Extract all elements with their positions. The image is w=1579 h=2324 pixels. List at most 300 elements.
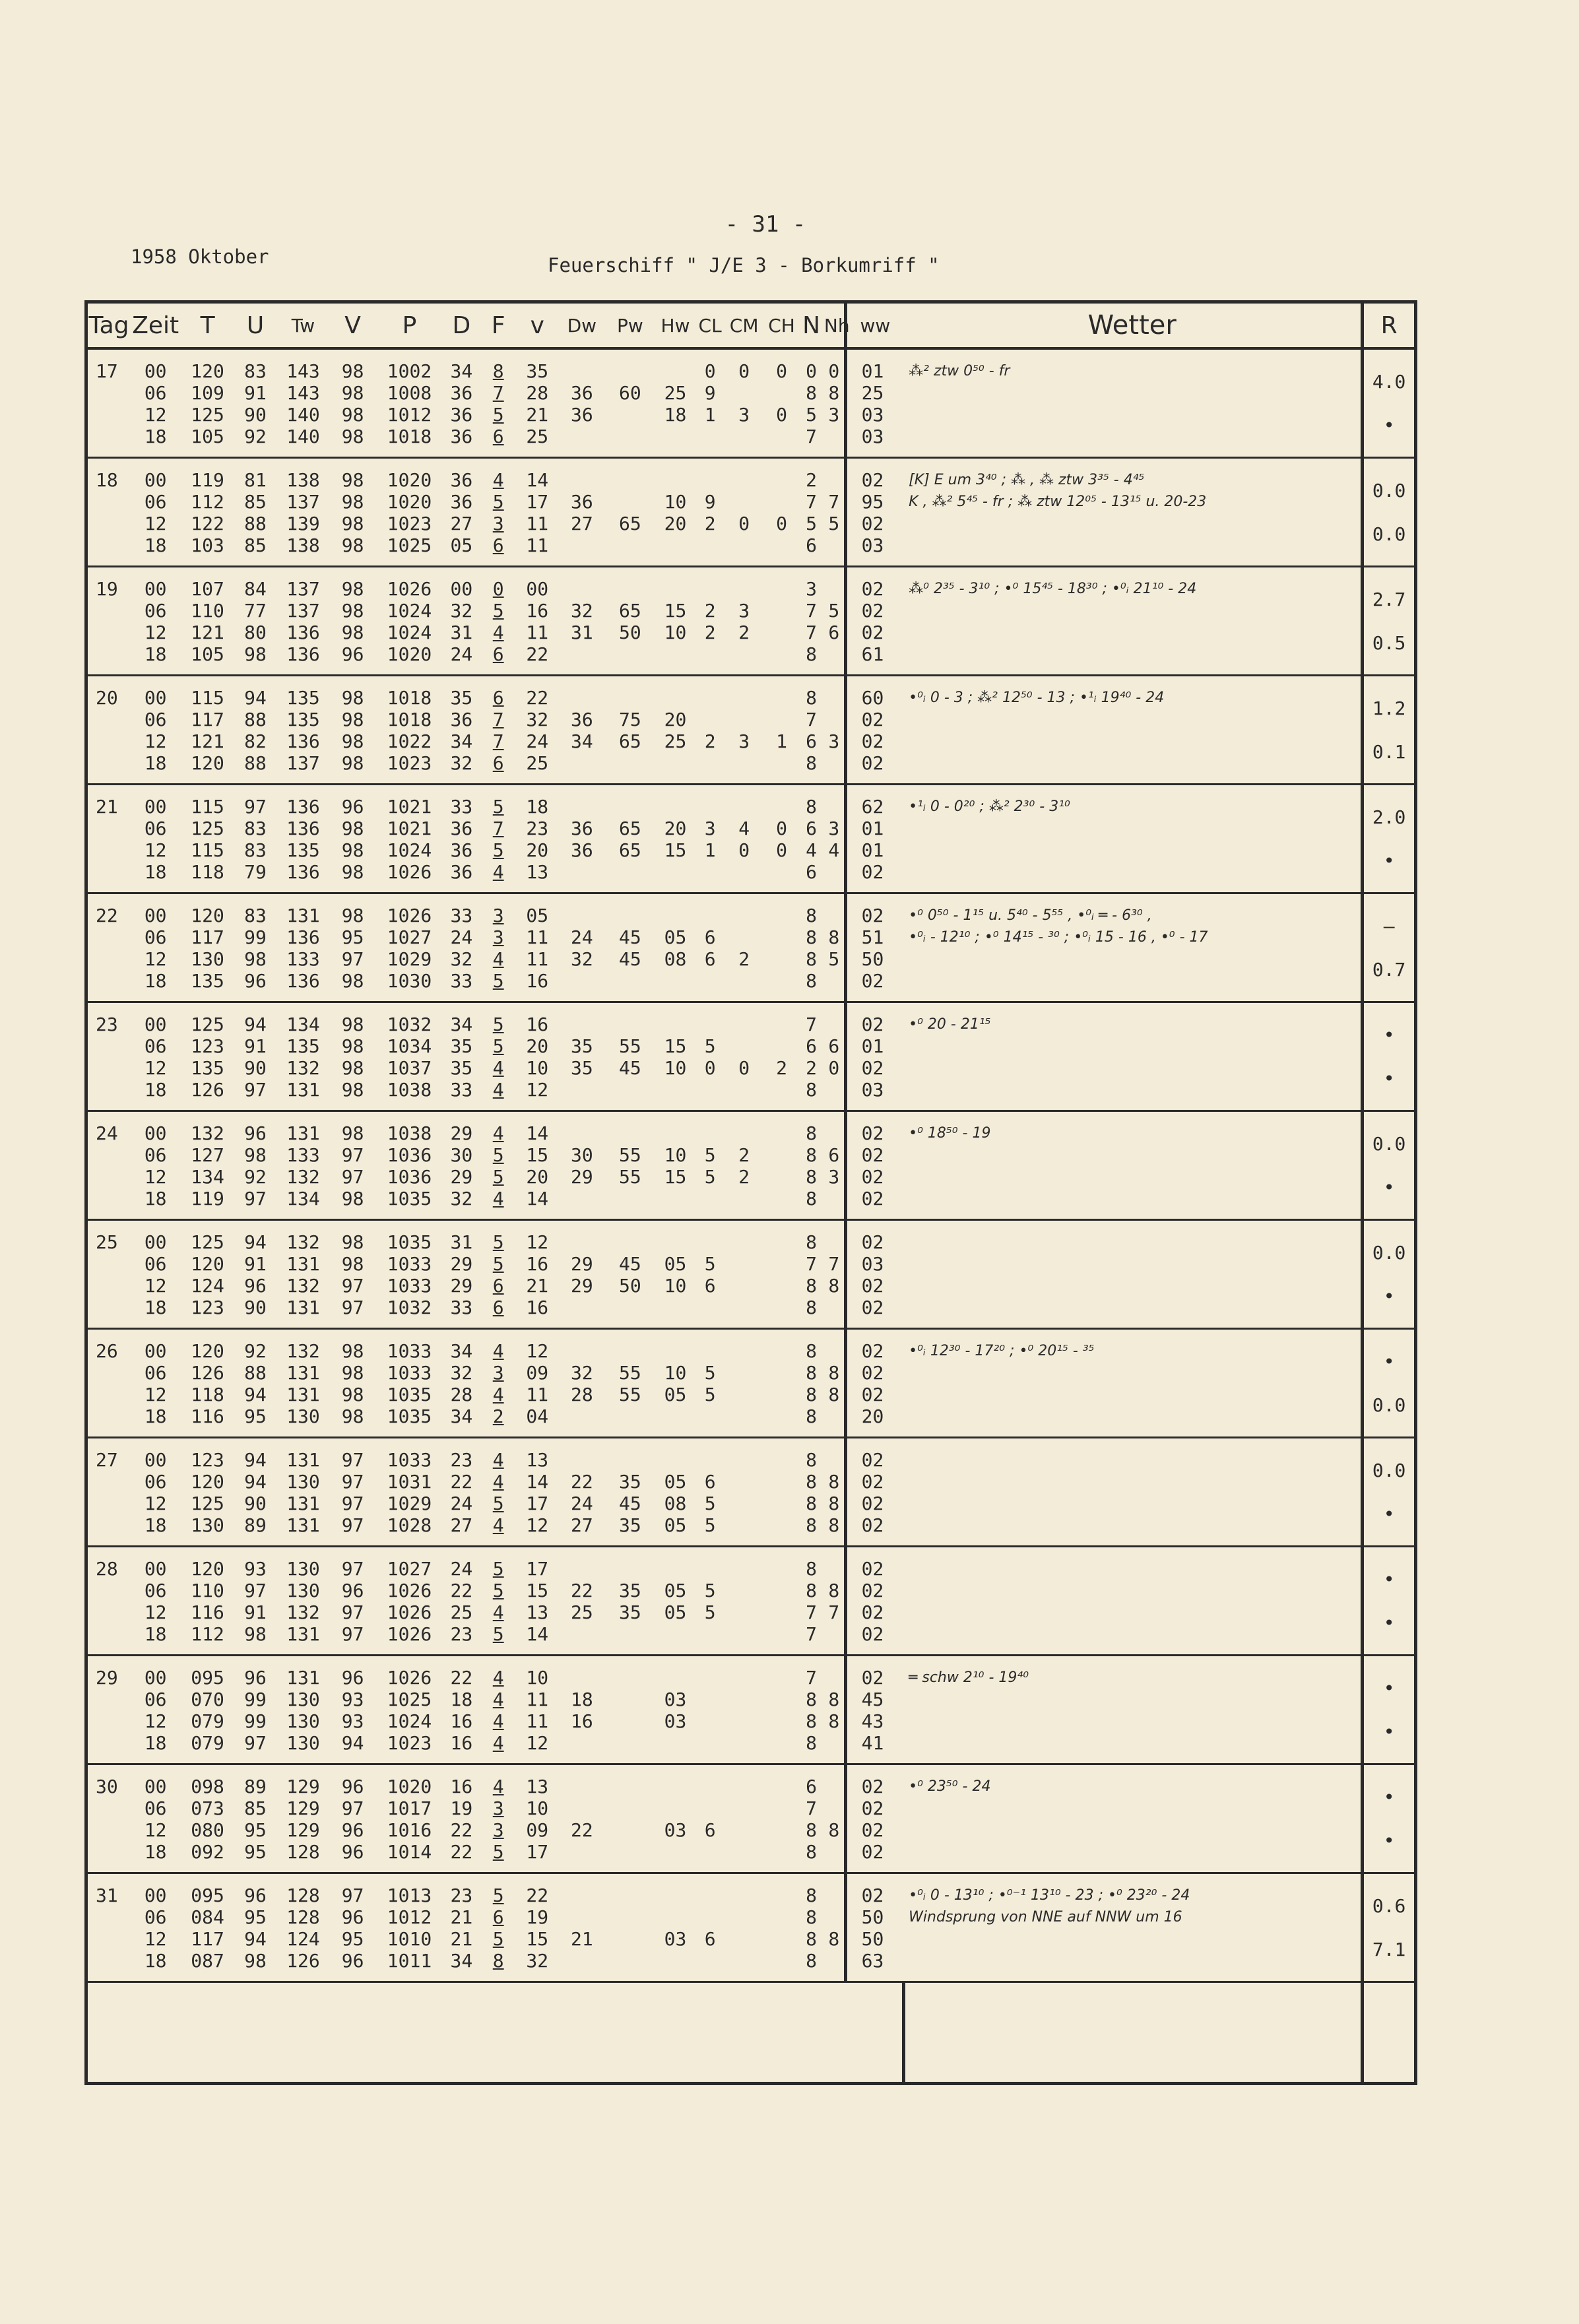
value-n: 8: [806, 1710, 818, 1732]
value-v: 18: [526, 796, 549, 818]
value-n: 8: [806, 1732, 818, 1754]
value-dw: 22: [570, 1471, 593, 1493]
value-v: 24: [526, 730, 549, 752]
value-ch: [765, 534, 799, 556]
value-t: 105: [191, 643, 224, 665]
cell-t: [181, 1873, 234, 1982]
day-number: 29: [86, 1656, 131, 1764]
value-tw: 130: [286, 1471, 320, 1493]
column-header-f: F: [480, 302, 517, 349]
value-pw: [606, 1819, 654, 1841]
value-tw: 129: [286, 1797, 320, 1819]
value-ch: [765, 1514, 799, 1536]
value-ww: 63: [861, 1950, 884, 1972]
value-v: 17: [526, 491, 549, 513]
weather-note: [909, 404, 1361, 426]
value-v: 11: [526, 1384, 549, 1405]
value-dw: 35: [570, 1035, 593, 1057]
value-v: 97: [341, 1558, 364, 1580]
value-zeit: 18: [144, 1841, 167, 1863]
cell-t: [181, 1438, 234, 1547]
value-ww: 02: [861, 1014, 884, 1035]
value-dw: [558, 1188, 606, 1210]
cell-n: [798, 785, 824, 893]
value-v: 98: [341, 469, 364, 491]
value-cm: [724, 1297, 765, 1318]
value-n: 8: [806, 926, 818, 948]
value-zeit: 12: [144, 1493, 167, 1514]
cell-n: [798, 1111, 824, 1220]
cell-precipitation: [1363, 1656, 1416, 1764]
value-t: 105: [191, 426, 224, 447]
value-pw: [606, 687, 654, 709]
value-ch: [765, 1797, 799, 1819]
cell-pw: [606, 676, 654, 785]
value-ch: [765, 1231, 799, 1253]
value-cm: [724, 1405, 765, 1427]
weather-note: [909, 1689, 1361, 1710]
value-d: 34: [450, 360, 473, 382]
value-nh: 5: [828, 600, 840, 622]
blank-cell: [845, 1982, 903, 2084]
value-pw: 45: [618, 1057, 641, 1079]
value-tw: 136: [286, 622, 320, 643]
value-u: 96: [244, 970, 267, 992]
value-ch: [765, 861, 799, 883]
value-p: 1030: [387, 970, 432, 992]
value-n: 8: [806, 905, 818, 926]
cell-v: [330, 1764, 376, 1873]
value-f: 0: [492, 578, 504, 600]
blank-cell: [903, 1982, 1363, 2084]
value-v: 98: [341, 730, 364, 752]
value-v: 97: [341, 1449, 364, 1471]
weather-note: [909, 600, 1361, 622]
cell-precipitation: [1363, 1438, 1416, 1547]
value-v: 98: [341, 752, 364, 774]
value-pw: 35: [618, 1601, 641, 1623]
value-ww: 02: [861, 1362, 884, 1384]
weather-note: •⁰ 23⁵⁰ - 24: [909, 1778, 991, 1795]
value-u: 91: [244, 1601, 267, 1623]
cell-dw: [558, 1111, 606, 1220]
value-nh: [824, 1797, 844, 1819]
value-ch: [765, 1710, 799, 1732]
value-cl: [697, 861, 724, 883]
value-v: 20: [526, 1166, 549, 1188]
value-cl: [697, 1122, 724, 1144]
cell-f: [480, 1329, 517, 1438]
value-cl: [697, 578, 724, 600]
value-f: 3: [492, 926, 504, 948]
cell-ch: [765, 348, 799, 458]
value-p: 1025: [387, 534, 432, 556]
value-t: 110: [191, 600, 224, 622]
value-ww: 03: [861, 426, 884, 447]
value-t: 120: [191, 360, 224, 382]
cell-d: [443, 1329, 480, 1438]
value-v: 25: [526, 752, 549, 774]
value-dw: 36: [570, 404, 593, 426]
value-nh: [824, 469, 844, 491]
value-n: 8: [806, 1514, 818, 1536]
value-ww: 02: [861, 1122, 884, 1144]
cell-pw: [606, 348, 654, 458]
value-nh: [824, 534, 844, 556]
value-v: 20: [526, 1035, 549, 1057]
value-ch: [765, 578, 799, 600]
value-f: 4: [492, 861, 504, 883]
value-nh: [824, 1841, 844, 1863]
value-n: 0: [806, 360, 818, 382]
value-n: 8: [806, 1405, 818, 1427]
cell-hw: [654, 567, 696, 676]
value-zeit: 06: [144, 926, 167, 948]
cell-nh: [824, 785, 845, 893]
weather-note: •⁰ 20 - 21¹⁵: [909, 1016, 991, 1033]
value-zeit: 06: [144, 491, 167, 513]
value-f: 5: [492, 1885, 504, 1906]
value-u: 93: [244, 1558, 267, 1580]
value-cm: [724, 1558, 765, 1580]
weather-note: •⁰ᵢ 0 - 13¹⁰ ; •⁰⁻¹ 13¹⁰ - 23 ; •⁰ 23²⁰ - 24: [909, 1887, 1190, 1904]
blank-cell: [654, 1982, 696, 2084]
value-v: 98: [341, 1057, 364, 1079]
value-f: 7: [492, 818, 504, 839]
value-hw: [654, 1885, 696, 1906]
value-pw: [606, 578, 654, 600]
cell-u: [234, 1438, 276, 1547]
value-d: 00: [450, 578, 473, 600]
value-p: 1021: [387, 796, 432, 818]
value-pw: [606, 1558, 654, 1580]
value-u: 83: [244, 360, 267, 382]
value-u: 81: [244, 469, 267, 491]
value-t: 125: [191, 818, 224, 839]
value-u: 83: [244, 905, 267, 926]
value-t: 117: [191, 1928, 224, 1950]
value-d: 29: [450, 1166, 473, 1188]
cell-cl: [697, 1220, 724, 1329]
cell-zeit: [130, 1002, 181, 1111]
value-n: 8: [806, 752, 818, 774]
column-header-ww: ww: [845, 302, 903, 349]
value-p: 1020: [387, 491, 432, 513]
value-n: 7: [806, 709, 818, 730]
value-zeit: 06: [144, 818, 167, 839]
value-d: 36: [450, 818, 473, 839]
precipitation-value: •: [1383, 1830, 1395, 1852]
value-ww: 50: [861, 1928, 884, 1950]
value-hw: 10: [664, 1057, 687, 1079]
cell-nh: [824, 1220, 845, 1329]
value-dw: 22: [570, 1819, 593, 1841]
value-tw: 129: [286, 1776, 320, 1797]
value-nh: [824, 1231, 844, 1253]
value-ww: 02: [861, 513, 884, 534]
day-number: 28: [86, 1547, 131, 1656]
cell-p: [376, 348, 443, 458]
value-tw: 131: [286, 1362, 320, 1384]
weather-note: •⁰ᵢ - 12¹⁰ ; •⁰ 14¹⁵ - ³⁰ ; •⁰ᵢ 15 - 16 , •⁰ - 17: [909, 929, 1208, 946]
value-p: 1017: [387, 1797, 432, 1819]
cell-ch: [765, 1111, 799, 1220]
value-cm: [724, 687, 765, 709]
value-t: 117: [191, 709, 224, 730]
value-v: 16: [526, 600, 549, 622]
cell-d: [443, 348, 480, 458]
cell-cl: [697, 893, 724, 1002]
value-p: 1033: [387, 1253, 432, 1275]
cell-cm: [724, 1329, 765, 1438]
cell-ww: [845, 1547, 903, 1656]
value-zeit: 00: [144, 469, 167, 491]
value-u: 96: [244, 1122, 267, 1144]
value-cm: [724, 1384, 765, 1405]
value-v: 98: [341, 1079, 364, 1101]
value-cm: [724, 1928, 765, 1950]
cell-p: [376, 567, 443, 676]
value-ww: 02: [861, 1188, 884, 1210]
value-nh: 7: [828, 1253, 840, 1275]
cell-tw: [276, 1111, 330, 1220]
value-dw: 28: [570, 1384, 593, 1405]
value-cl: [697, 1689, 724, 1710]
value-nh: 8: [828, 1819, 840, 1841]
value-hw: [654, 1623, 696, 1645]
value-dw: 36: [570, 382, 593, 404]
value-hw: 03: [664, 1819, 687, 1841]
value-dw: [558, 1340, 606, 1362]
value-zeit: 00: [144, 1340, 167, 1362]
value-v: 97: [341, 1797, 364, 1819]
day-row: [86, 1220, 1416, 1329]
cell-dw: [558, 1002, 606, 1111]
value-ww: 61: [861, 643, 884, 665]
value-cm: 0: [738, 1057, 750, 1079]
value-cl: 2: [704, 600, 716, 622]
value-u: 94: [244, 1384, 267, 1405]
value-v: 11: [526, 513, 549, 534]
cell-v: [517, 1438, 558, 1547]
value-u: 94: [244, 1449, 267, 1471]
cell-v: [330, 458, 376, 567]
cell-hw: [654, 458, 696, 567]
value-ww: 01: [861, 818, 884, 839]
value-ww: 02: [861, 1623, 884, 1645]
value-t: 130: [191, 1514, 224, 1536]
cell-n: [798, 1438, 824, 1547]
value-u: 91: [244, 382, 267, 404]
weather-note: [909, 1405, 1361, 1427]
value-v: 97: [341, 1275, 364, 1297]
value-u: 99: [244, 926, 267, 948]
value-zeit: 06: [144, 1362, 167, 1384]
cell-d: [443, 1873, 480, 1982]
value-dw: [558, 905, 606, 926]
value-hw: 08: [664, 1493, 687, 1514]
weather-note: [909, 1057, 1361, 1079]
cell-v: [517, 1220, 558, 1329]
cell-ww: [845, 1764, 903, 1873]
value-n: 8: [806, 1297, 818, 1318]
blank-cell: [276, 1982, 330, 2084]
value-cm: 2: [738, 1144, 750, 1166]
value-v: 96: [341, 1906, 364, 1928]
value-v: 98: [341, 970, 364, 992]
value-u: 97: [244, 796, 267, 818]
value-pw: [606, 1797, 654, 1819]
day-number: 25: [86, 1220, 131, 1329]
value-dw: [558, 1079, 606, 1101]
value-v: 21: [526, 404, 549, 426]
value-hw: 10: [664, 622, 687, 643]
cell-f: [480, 1656, 517, 1764]
value-ww: 02: [861, 1558, 884, 1580]
value-u: 96: [244, 1275, 267, 1297]
precipitation-value: 0.7: [1372, 959, 1406, 981]
cell-nh: [824, 893, 845, 1002]
value-nh: 0: [828, 360, 840, 382]
value-cm: [724, 1035, 765, 1057]
weather-note: [909, 1144, 1361, 1166]
value-ww: 02: [861, 1885, 884, 1906]
value-zeit: 12: [144, 404, 167, 426]
value-zeit: 12: [144, 1275, 167, 1297]
cell-v: [517, 1764, 558, 1873]
value-pw: [606, 643, 654, 665]
value-d: 31: [450, 1231, 473, 1253]
cell-v: [517, 1111, 558, 1220]
day-number: 24: [86, 1111, 131, 1220]
value-n: 8: [806, 643, 818, 665]
value-tw: 130: [286, 1689, 320, 1710]
value-dw: [558, 1014, 606, 1035]
value-dw: 25: [570, 1601, 593, 1623]
value-tw: 128: [286, 1885, 320, 1906]
value-t: 120: [191, 1340, 224, 1362]
cell-ww: [845, 567, 903, 676]
day-number: 18: [86, 458, 131, 567]
value-t: 079: [191, 1732, 224, 1754]
cell-d: [443, 1002, 480, 1111]
column-header-n: N: [798, 302, 824, 349]
cell-precipitation: [1363, 1764, 1416, 1873]
cell-f: [480, 1220, 517, 1329]
value-t: 122: [191, 513, 224, 534]
value-d: 34: [450, 1014, 473, 1035]
value-u: 97: [244, 1079, 267, 1101]
value-cl: [697, 1558, 724, 1580]
value-u: 97: [244, 1188, 267, 1210]
value-zeit: 12: [144, 1710, 167, 1732]
value-n: 8: [806, 1275, 818, 1297]
value-p: 1033: [387, 1275, 432, 1297]
weather-note: [909, 730, 1361, 752]
cell-tw: [276, 1656, 330, 1764]
value-f: 4: [492, 1057, 504, 1079]
value-v: 35: [526, 360, 549, 382]
cell-u: [234, 1656, 276, 1764]
value-cl: [697, 1885, 724, 1906]
value-pw: 45: [618, 1493, 641, 1514]
value-t: 087: [191, 1950, 224, 1972]
cell-cm: [724, 567, 765, 676]
value-ww: 02: [861, 600, 884, 622]
cell-p: [376, 1111, 443, 1220]
value-f: 5: [492, 1014, 504, 1035]
cell-f: [480, 1764, 517, 1873]
cell-cm: [724, 676, 765, 785]
value-hw: [654, 1079, 696, 1101]
value-v: 19: [526, 1906, 549, 1928]
column-header-pw: Pw: [606, 302, 654, 349]
cell-cm: [724, 1002, 765, 1111]
value-p: 1035: [387, 1405, 432, 1427]
value-tw: 136: [286, 970, 320, 992]
value-d: 28: [450, 1384, 473, 1405]
value-d: 34: [450, 1405, 473, 1427]
value-u: 98: [244, 1950, 267, 1972]
cell-v: [330, 1111, 376, 1220]
value-cl: 5: [704, 1166, 716, 1188]
value-cm: [724, 796, 765, 818]
value-ww: 95: [861, 491, 884, 513]
value-cl: [697, 1079, 724, 1101]
cell-t: [181, 348, 234, 458]
value-u: 91: [244, 1035, 267, 1057]
value-t: 123: [191, 1035, 224, 1057]
value-ch: [765, 1623, 799, 1645]
value-cl: 5: [704, 1493, 716, 1514]
weather-note: •⁰ 0⁵⁰ - 1¹⁵ u. 5⁴⁰ - 5⁵⁵ , •⁰ᵢ ═ - 6³⁰ ,: [909, 907, 1152, 924]
cell-v: [330, 1002, 376, 1111]
cell-dw: [558, 1547, 606, 1656]
value-cm: [724, 1122, 765, 1144]
value-cm: [724, 1819, 765, 1841]
value-n: 8: [806, 1819, 818, 1841]
value-n: 7: [806, 1797, 818, 1819]
value-v: 13: [526, 1449, 549, 1471]
value-dw: 35: [570, 1057, 593, 1079]
value-p: 1026: [387, 1601, 432, 1623]
cell-tw: [276, 1438, 330, 1547]
value-p: 1026: [387, 1580, 432, 1601]
value-hw: [654, 1297, 696, 1318]
value-t: 125: [191, 404, 224, 426]
cell-zeit: [130, 893, 181, 1002]
value-t: 120: [191, 905, 224, 926]
value-zeit: 12: [144, 839, 167, 861]
value-t: 117: [191, 926, 224, 948]
value-ch: [765, 1362, 799, 1384]
value-n: 6: [806, 1776, 818, 1797]
cell-nh: [824, 676, 845, 785]
cell-nh: [824, 567, 845, 676]
precipitation-value: •: [1383, 414, 1395, 436]
value-n: 8: [806, 1449, 818, 1471]
value-d: 23: [450, 1885, 473, 1906]
cell-tw: [276, 458, 330, 567]
value-tw: 131: [286, 1493, 320, 1514]
value-ch: [765, 1297, 799, 1318]
cell-dw: [558, 567, 606, 676]
value-p: 1035: [387, 1384, 432, 1405]
value-hw: [654, 1405, 696, 1427]
weather-note: [909, 1471, 1361, 1493]
value-u: 94: [244, 1928, 267, 1950]
value-pw: [606, 1231, 654, 1253]
